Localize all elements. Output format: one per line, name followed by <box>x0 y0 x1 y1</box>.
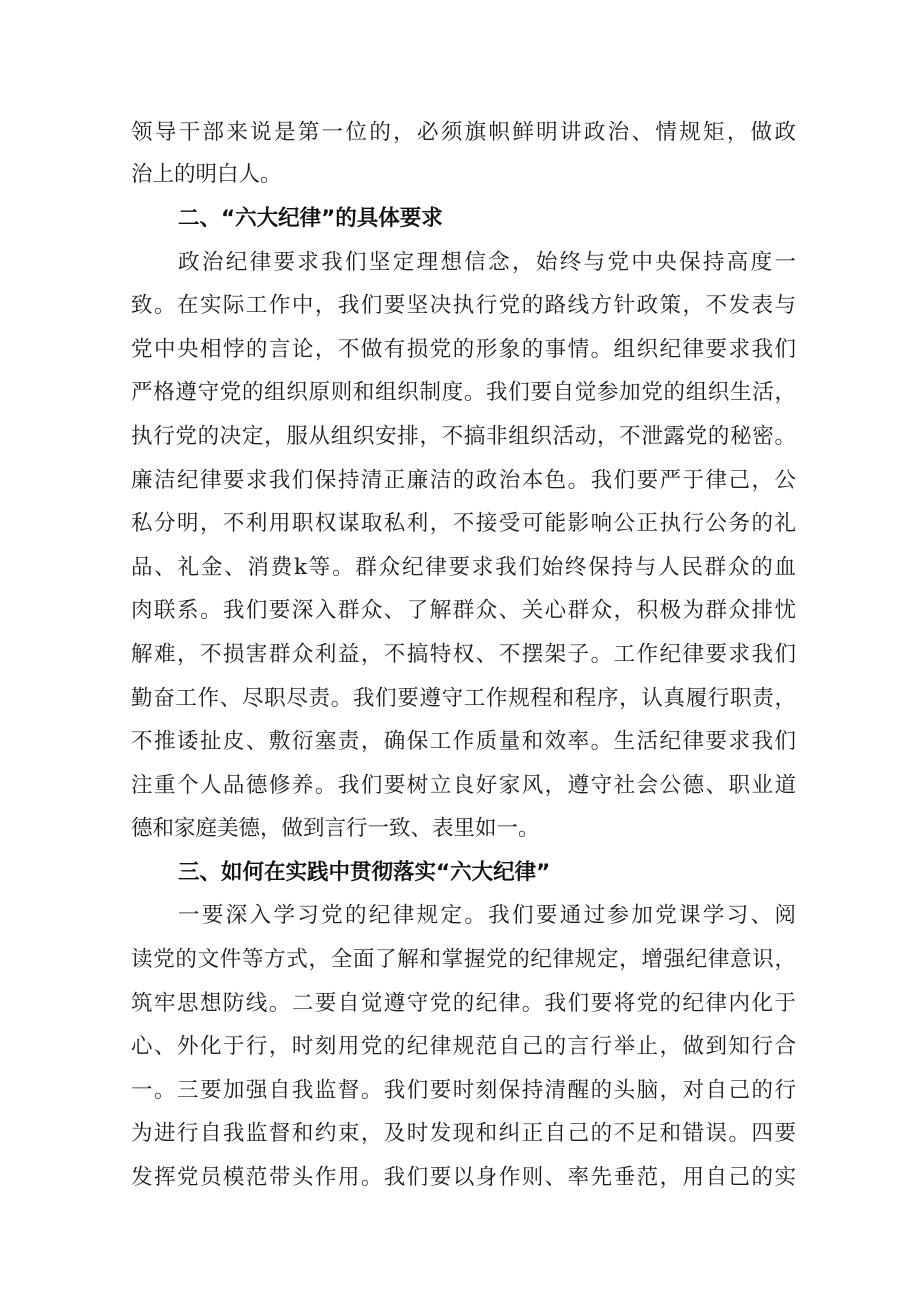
body-text-line: 执行党的决定，服从组织安排，不搞非组织活动，不泄露党的秘密。 <box>131 424 796 449</box>
body-text-line: 心、外化于行，时刻用党的纪律规范自己的言行举止，做到知行合 <box>131 1034 796 1059</box>
section-heading: 二、“六大纪律”的具体要求 <box>178 206 443 231</box>
body-text-line: 注重个人品德修养。我们要树立良好家风，遵守社会公德、职业道 <box>131 773 796 798</box>
body-text-line: 一。三要加强自我监督。我们要时刻保持清醒的头脑，对自己的行 <box>131 1078 796 1103</box>
body-text-line: 廉洁纪律要求我们保持清正廉洁的政治本色。我们要严于律己，公 <box>131 468 796 493</box>
body-text-line: 党中央相悖的言论，不做有损党的形象的事情。组织纪律要求我们 <box>131 337 796 362</box>
body-text-line: 领导干部来说是第一位的，必须旗帜鲜明讲政治、情规矩，做政 <box>131 120 796 145</box>
body-text-line: 读党的文件等方式，全面了解和掌握党的纪律规定，增强纪律意识， <box>131 947 796 972</box>
body-text-line: 私分明，不利用职权谋取私利，不接受可能影响公正执行公务的礼 <box>131 511 796 536</box>
body-text-line: 为进行自我监督和约束，及时发现和纠正自己的不足和错误。四要 <box>131 1121 796 1146</box>
body-text-line: 解难，不损害群众利益，不搞特权、不摆架子。工作纪律要求我们 <box>131 642 796 667</box>
body-text-line: 品、礼金、消费k等。群众纪律要求我们始终保持与人民群众的血 <box>131 555 796 580</box>
body-text-line: 德和家庭美德，做到言行一致、表里如一。 <box>131 816 540 841</box>
body-text-line: 治上的明白人。 <box>131 162 282 187</box>
body-text-line: 政治纪律要求我们坚定理想信念，始终与党中央保持高度一 <box>178 250 796 275</box>
body-text-line: 肉联系。我们要深入群众、了解群众、关心群众，积极为群众排忧 <box>131 598 796 623</box>
body-text-line: 严格遵守党的组织原则和组织制度。我们要自觉参加党的组织生活， <box>131 380 796 405</box>
body-text-line: 筑牢思想防线。二要自觉遵守党的纪律。我们要将党的纪律内化于 <box>131 991 796 1016</box>
body-text-line: 致。在实际工作中，我们要坚决执行党的路线方针政策，不发表与 <box>131 293 796 318</box>
body-text-line: 勤奋工作、尽职尽责。我们要遵守工作规程和程序，认真履行职责， <box>131 686 796 711</box>
body-text-line: 一要深入学习党的纪律规定。我们要通过参加党课学习、阅 <box>178 903 796 928</box>
body-text-line: 发挥党员模范带头作用。我们要以身作则、率先垂范，用自己的实 <box>131 1165 796 1190</box>
section-heading: 三、如何在实践中贯彻落实“六大纪律” <box>178 860 551 885</box>
body-text-line: 不推诿扯皮、敷衍塞责，确保工作质量和效率。生活纪律要求我们 <box>131 729 796 754</box>
